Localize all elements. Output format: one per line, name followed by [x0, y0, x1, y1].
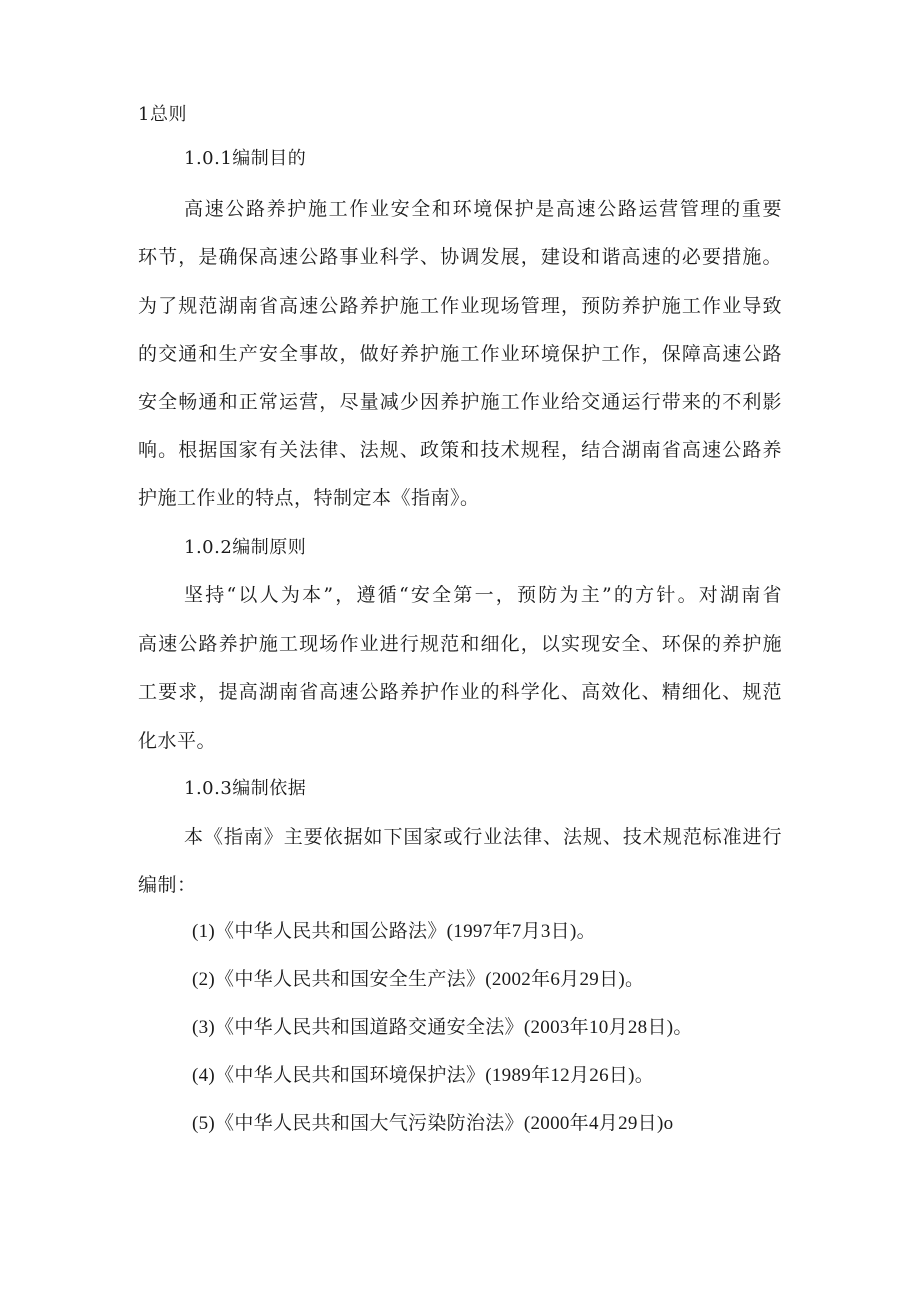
- paragraph-line: 安全畅通和正常运营，尽量减少因养护施工作业给交通运行带来的不利影: [138, 391, 782, 413]
- paragraph-line: 高速公路养护施工作业安全和环境保护是高速公路运营管理的重要: [184, 198, 782, 220]
- reference-item: (3)《中华人民共和国道路交通安全法》(2003年10月28日)。: [192, 1017, 693, 1038]
- paragraph-line: 坚持“以人为本”，遵循“安全第一，预防为主”的方针。对湖南省: [184, 584, 782, 606]
- paragraph-line: 环节，是确保高速公路事业科学、协调发展，建设和谐高速的必要措施。: [138, 246, 782, 268]
- paragraph-line: 高速公路养护施工现场作业进行规范和细化，以实现安全、环保的养护施: [138, 633, 782, 655]
- reference-item: (5)《中华人民共和国大气污染防治法》(2000年4月29日)o: [192, 1113, 674, 1134]
- chapter-title: 1总则: [138, 104, 187, 125]
- paragraph-line: 响。根据国家有关法律、法规、政策和技术规程，结合湖南省高速公路养: [138, 439, 782, 461]
- section-heading-basis: 1.0.3编制依据: [184, 778, 307, 799]
- paragraph-line: 本《指南》主要依据如下国家或行业法律、法规、技术规范标准进行: [184, 826, 782, 848]
- paragraph-line: 工要求，提高湖南省高速公路养护作业的科学化、高效化、精细化、规范: [138, 681, 782, 703]
- reference-item: (4)《中华人民共和国环境保护法》(1989年12月26日)。: [192, 1065, 655, 1086]
- section-heading-purpose: 1.0.1编制目的: [184, 148, 307, 169]
- reference-item: (2)《中华人民共和国安全生产法》(2002年6月29日)。: [192, 969, 645, 990]
- section-heading-principles: 1.0.2编制原则: [184, 537, 307, 558]
- paragraph-line: 的交通和生产安全事故，做好养护施工作业环境保护工作，保障高速公路: [138, 343, 782, 365]
- paragraph-line: 化水平。: [138, 730, 217, 752]
- paragraph-line: 编制：: [138, 874, 197, 896]
- paragraph-line: 护施工作业的特点，特制定本《指南》。: [138, 487, 480, 509]
- reference-item: (1)《中华人民共和国公路法》(1997年7月3日)。: [192, 921, 596, 942]
- paragraph-line: 为了规范湖南省高速公路养护施工作业现场管理，预防养护施工作业导致: [138, 295, 782, 317]
